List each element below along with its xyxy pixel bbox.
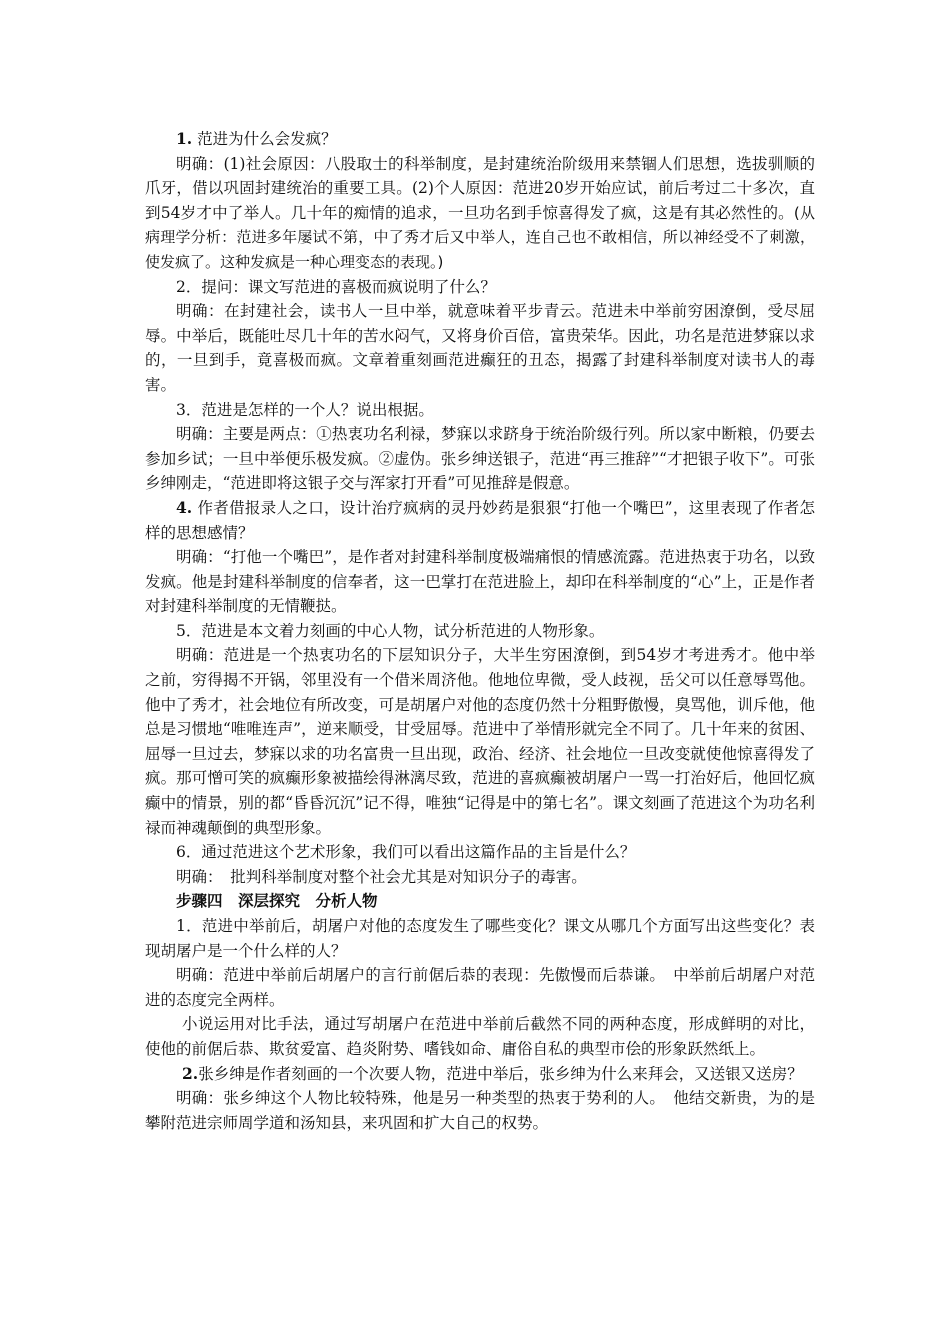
question-2: 2．提问：课文写范进的喜极而疯说明了什么？ — [176, 277, 496, 296]
question-4 — [145, 496, 815, 545]
step4-analysis-1: 小说运用对比手法，通过写胡屠户在范进中举前后截然不同的两种态度，形成鲜明的对比，使他的前倨后恭、欺贫爱富、趋炎附势、嗜钱如命、庸俗自私的典型市侩的形象跃然纸上。 — [145, 1015, 815, 1058]
question-5: 5．范进是本文着力刻画的中心人物，试分析范进的人物形象。 — [176, 621, 605, 640]
answer-5: 明确：范进是一个热衷功名的下层知识分子，大半生穷困潦倒，到54岁才考进秀才。他中举之前，穷得揭不开锅，邻里没有一个借米周济他。他地位卑微，受人歧视，岳父可以任意辱骂他。他中了秀才，社会地位有所改变，可是胡屠户对他的态度仍然十分粗野傲慢，臭骂他，训斥他，他总是习惯地“唯唯连声”，逆来顺受，甘受屈辱。范进中了举情形就完全不同了。几十年来的贫困、屈辱一旦过去，梦寐以求的功名富贵一旦出现，政治、经济、社会地位一旦改变就使他惊喜得发了疯。那可憎可笑的疯癫形象被描绘得淋漓尽致，范进的喜疯癫被胡屠户一骂一打治好后，他回忆疯癫中的情景，别的都“昏昏沉沉”记不得，唯独“记得是中的第七名”。课文刻画了范进这个为功名利禄而神魂颠倒的典型形象。 — [145, 646, 815, 837]
step4-question-1: 1．范进中举前后，胡屠户对他的态度发生了哪些变化？课文从哪几个方面写出这些变化？表现胡屠户是一个什么样的人？ — [145, 917, 815, 960]
answer-note: (从病理学分析：范进多年屡试不第，中了秀才后又中举人，连自己也不敢相信，所以神经受不了刺激，使发疯了。这种发疯是一种心理变态的表现。) — [145, 203, 815, 271]
answer-text: 明确：(1)社会原因：八股取士的科举制度，是封建统治阶级用来禁锢人们思想，选拔驯顺的爪牙，借以巩固封建统治的重要工具。(2)个人原因：范进20岁开始应试，前后考过二十多次，直到54岁才中了举人。几十年的痴情的追求，一旦功名到手惊喜得发了疯，这是有其必然性的。 — [145, 154, 815, 222]
question-6: 6．通过范进这个艺术形象，我们可以看出这篇作品的主旨是什么？ — [176, 843, 636, 862]
question-text: 范进为什么会发疯？ — [192, 130, 337, 148]
answer-2: 明确：在封建社会，读书人一旦中举，就意味着平步青云。范进未中举前穷困潦倒，受尽屈辱。中举后，既能吐尽几十年的苦水闷气，又将身价百倍，富贵荣华。因此，功名是范进梦寐以求的，一旦到手，竟喜极而疯。文章着重刻画范进癫狂的丑态，揭露了封建科举制度对读书人的毒害。 — [145, 302, 815, 394]
document-page — [145, 127, 815, 1135]
answer-1 — [145, 152, 815, 275]
answer-3: 明确：主要是两点：①热衷功名利禄，梦寐以求跻身于统治阶级行列。所以家中断粮，仍要去参加乡试；一旦中举便乐极发疯。②虚伪。张乡绅送银子，范进“再三推辞”“才把银子收下”。可张乡绅刚走，“范进即将这银子交与浑家打开看”可见推辞是假意。 — [145, 425, 815, 493]
question-1 — [145, 127, 815, 152]
question-number: 2. — [182, 1063, 199, 1083]
question-text: 作者借报录人之口，设计治疗疯病的灵丹妙药是狠狠“打他一个嘴巴”，这里表现了作者怎样的思想感情？ — [145, 498, 815, 542]
question-number: 4. — [176, 497, 193, 517]
step4-answer-2: 明确：张乡绅这个人物比较特殊，他是另一种类型的热衷于势利的人。 他结交新贵，为的是攀附范进宗师周学道和汤知县，来巩固和扩大自己的权势。 — [145, 1089, 815, 1132]
question-3: 3．范进是怎样的一个人？说出根据。 — [176, 400, 434, 419]
question-number: 1. — [176, 129, 193, 148]
answer-4: 明确：“打他一个嘴巴”，是作者对封建科举制度极端痛恨的情感流露。范进热衷于功名，以致发疯。他是封建科举制度的信奉者，这一巴掌打在范进脸上，却印在科举制度的“心”上，正是作者对封建科举制度的无情鞭挞。 — [145, 548, 815, 616]
step4-answer-1: 明确：范进中举前后胡屠户的言行前倨后恭的表现：先傲慢而后恭谦。 中举前后胡屠户对范进的态度完全两样。 — [145, 966, 815, 1009]
answer-6: 明确： 批判科举制度对整个社会尤其是对知识分子的毒害。 — [176, 867, 587, 886]
question-text: 张乡绅是作者刻画的一个次要人物，范进中举后，张乡绅为什么来拜会，又送银又送房？ — [198, 1064, 803, 1083]
section-heading: 步骤四 深层探究 分析人物 — [176, 891, 378, 911]
step4-question-2 — [145, 1062, 815, 1087]
